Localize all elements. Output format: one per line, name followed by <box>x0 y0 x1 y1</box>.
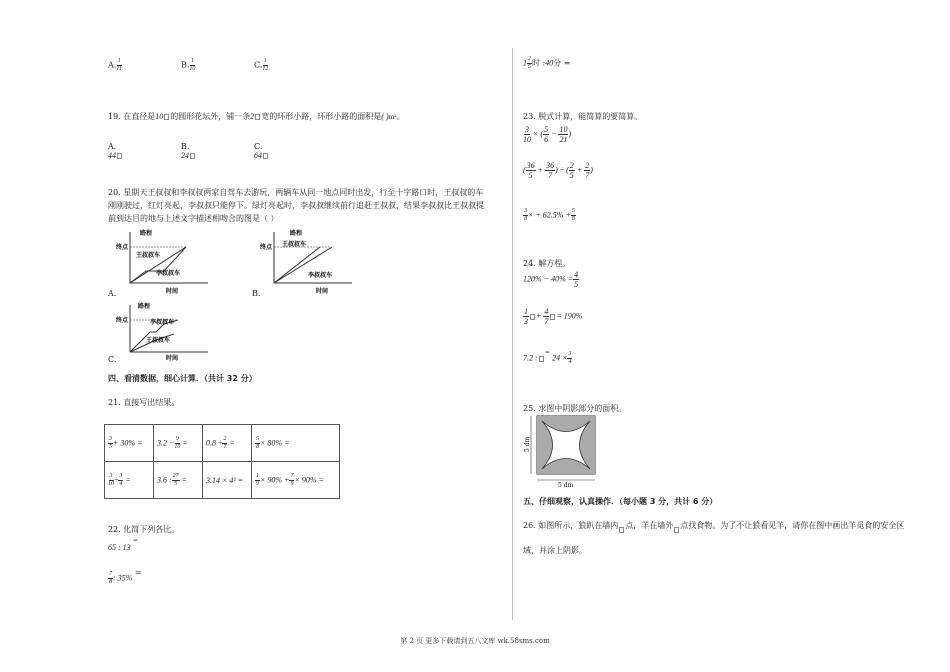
calc-cell: $\frac{5}{8}$ × 80% = <box>252 425 340 462</box>
q19-question: 19. 在直径是10 的圆形花坛外，铺一条2 宽的环形小路，环形小路的面积是( )m²。 <box>108 112 405 121</box>
unit-box-icon <box>255 114 260 120</box>
svg-text:时间: 时间 <box>316 288 329 295</box>
q19-option-a: A. 44 <box>108 142 123 160</box>
graph-a-y-label: 路程 <box>140 230 153 237</box>
q25-side-dimension: 5 dm <box>524 436 531 452</box>
calc-cell: $\frac{1}{9}$ × 90% + $\frac{7}{9}$ × 90% = <box>252 462 340 499</box>
section-4-title: 四、看清数据，细心计算．（共计 32 分） <box>108 374 257 383</box>
q23-question: 23. 脱式计算，能简算的要简算。 <box>523 112 643 121</box>
q22-question: 22. 化简下列各比。 <box>108 525 180 534</box>
q26-question-line1: 26. 如图所示，狼趴在墙内 点，羊在墙外 点找食物。为了不让狼看见羊，请你在图中画出羊觅食的安全区 <box>523 520 904 531</box>
q20-graph-b-label: B. <box>252 289 261 298</box>
q23-expr-2: ( $\frac{36}{5}$ + $\frac{36}{7}$ ) ÷ ( $\frac{2}{5}$ + $\frac{2}{7}$ ) <box>523 161 593 180</box>
column-divider <box>512 48 513 620</box>
q26-question-line2: 域，并涂上阴影。 <box>523 546 587 555</box>
q25-shaded-figure <box>520 412 600 488</box>
calc-cell: 3.6 : $\frac{27}{5}$ = <box>154 462 203 499</box>
calc-cell: $\frac{3}{5}$ + 30% = <box>105 425 154 462</box>
calc-cell: 3.2 − $\frac{9}{10}$ = <box>154 425 203 462</box>
q22-ratio-a: 65 : 13 = <box>108 536 139 552</box>
q23-expr-3: $\frac{3}{8}$ × + 62.5% + $\frac{5}{8}$ <box>524 208 575 222</box>
q20-graph-c-label: C. <box>108 355 117 364</box>
calc-cell: $\frac{3}{10}$ ÷ $\frac{3}{4}$ = <box>105 462 154 499</box>
page-footer: 第 2 页 更多下载请到五八文库 wk.58sms.com <box>400 637 550 645</box>
svg-text:王叔叔车: 王叔叔车 <box>282 241 307 248</box>
svg-text:路程: 路程 <box>138 303 151 310</box>
q18-option-b: B. $\frac{1}{10}$ <box>181 58 196 72</box>
q24-question: 24. 解方程。 <box>523 259 571 268</box>
svg-text:李叔叔车: 李叔叔车 <box>150 319 175 326</box>
q20-graph-a <box>116 227 216 295</box>
graph-a-bottom-line-label: 李叔叔车 <box>156 270 181 277</box>
q20-graph-c <box>116 300 216 362</box>
q18-option-a: A. $\frac{1}{11}$ <box>108 58 122 72</box>
unit-box-icon <box>164 114 169 120</box>
q24-equation-3: 7.2 := 24 × $\frac{3}{4}$ <box>523 348 572 365</box>
q19-option-c: C. 64 <box>254 142 269 160</box>
q24-equation-1: 120% − 40% = $\frac{4}{5}$ <box>523 270 579 289</box>
right-top-expression: 1 $\frac{2}{5}$ 时 :40分 = <box>523 56 571 70</box>
q20-question: 20. 星期天王叔叔和李叔叔两家自驾车去游玩，两辆车从同一地点同时出发，行至十字路口时，王叔叔的车 刚刚驶过，红灯亮起，李叔叔只能停下。绿灯亮起时，李叔叔继续前行追赶王叔叔，结果李叔叔比王叔叔提 前到达目的地与上述文字描述相吻合的图是（ ） <box>108 188 484 223</box>
q25-question: 25. 求图中阴影部分的面积。 <box>523 404 627 413</box>
q19-option-b: B. 24 <box>181 142 196 160</box>
section-5-title: 五、仔细观察，认真操作．（每小题 3 分，共计 6 分） <box>523 497 718 506</box>
svg-text:王叔叔车: 王叔叔车 <box>146 337 171 344</box>
calc-cell: 3.14 × 4² = <box>203 462 252 499</box>
graph-a-top-line-label: 王叔叔车 <box>136 252 161 259</box>
svg-text:时间: 时间 <box>166 355 179 362</box>
q24-equation-2: $\frac{1}{3}$ + $\frac{4}{7}$ = 190% <box>524 307 583 326</box>
q21-question: 21. 直接写出结果。 <box>108 398 180 407</box>
q18-option-c: C. $\frac{1}{12}$ <box>254 58 269 72</box>
svg-text:李叔叔车: 李叔叔车 <box>308 272 333 279</box>
svg-text:终点: 终点 <box>260 244 273 251</box>
graph-a-end-label: 终点 <box>116 244 129 251</box>
q20-graph-b <box>260 227 360 295</box>
svg-text:终点: 终点 <box>116 317 129 324</box>
calc-cell: 0.8 ÷ $\frac{2}{7}$ = <box>203 425 252 462</box>
graph-a-x-label: 时间 <box>166 288 179 295</box>
q25-bottom-dimension: 5 dm <box>558 482 574 488</box>
svg-text:路程: 路程 <box>290 230 303 237</box>
q20-graph-a-label: A. <box>108 289 117 298</box>
q23-expr-1: $\frac{3}{10}$ × ( $\frac{5}{6}$ − $\frac{10}{21}$ ) <box>523 125 572 144</box>
q22-ratio-b: $\frac{7}{8}$ : 35% = <box>109 567 142 585</box>
q21-calc-table <box>104 424 340 499</box>
